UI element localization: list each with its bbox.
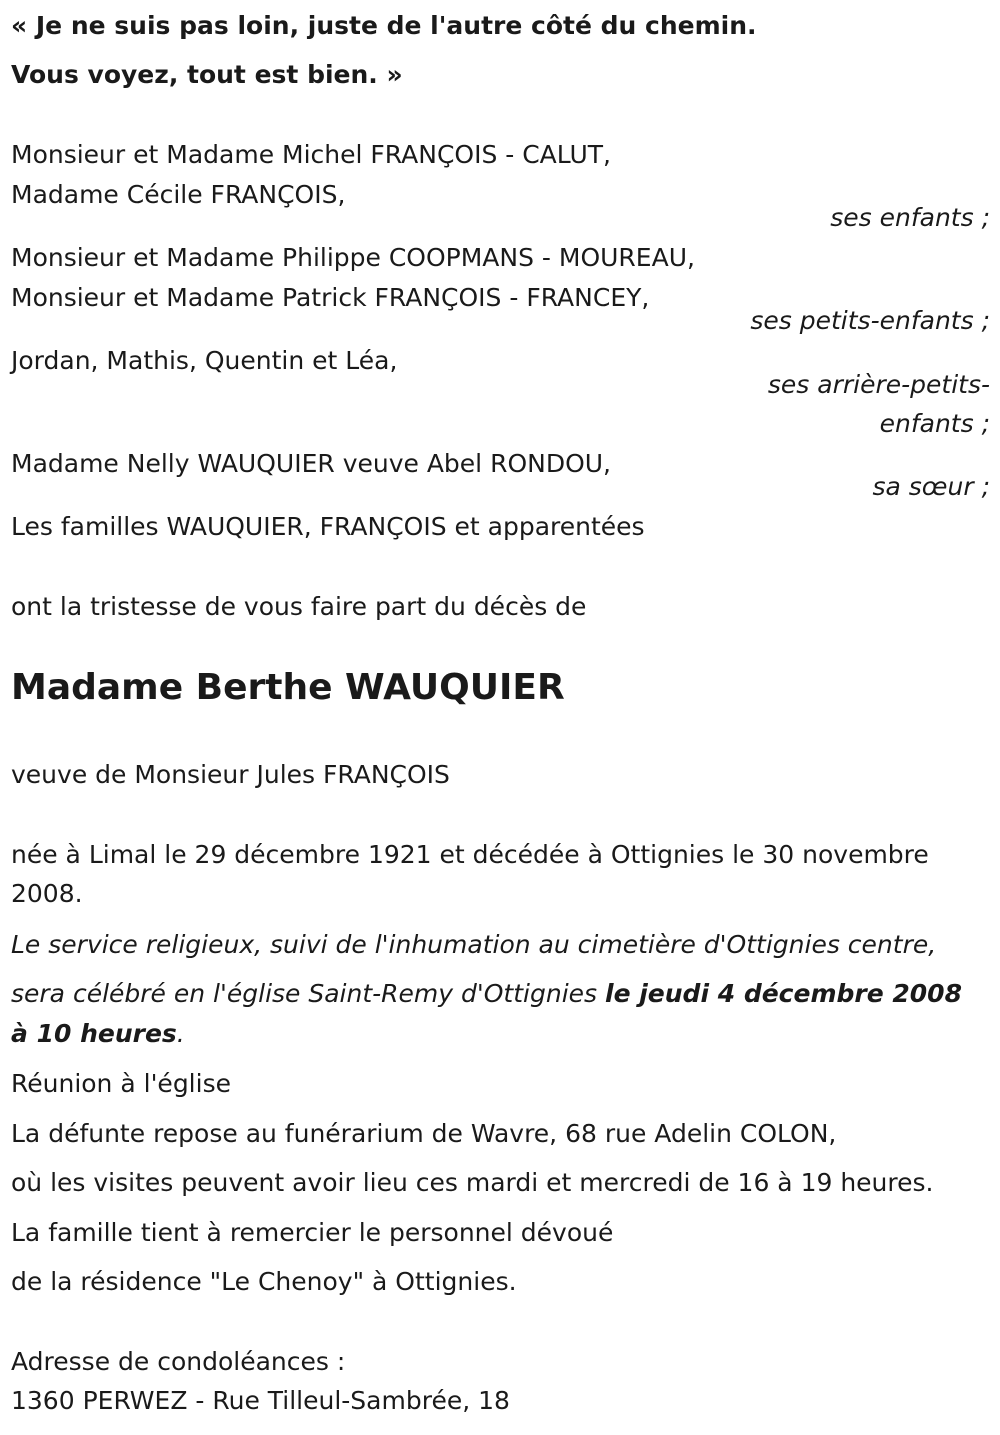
great-grandchildren-label-2: enfants ; (879, 409, 990, 438)
thanks-line-2: de la résidence "Le Chenoy" à Ottignies. (11, 1267, 517, 1296)
condolences-address: 1360 PERWEZ - Rue Tilleul-Sambrée, 18 (11, 1386, 510, 1415)
grandchild-1: Monsieur et Madame Philippe COOPMANS - MOUREAU, (11, 243, 695, 272)
reunion: Réunion à l'église (11, 1069, 231, 1098)
condolences-label: Adresse de condoléances : (11, 1347, 346, 1376)
thanks-line-1: La famille tient à remercier le personnel dévoué (11, 1218, 614, 1247)
families: Les familles WAUQUIER, FRANÇOIS et apparentées (11, 512, 645, 541)
child-1: Monsieur et Madame Michel FRANÇOIS - CALUT, (11, 140, 611, 169)
announcement: ont la tristesse de vous faire part du décès de (11, 592, 587, 621)
service-place: sera célébré en l'église Saint-Remy d'Ottignies (11, 979, 605, 1008)
grandchild-2: Monsieur et Madame Patrick FRANÇOIS - FRANCEY, (11, 283, 650, 312)
sister-label: sa sœur ; (872, 472, 990, 501)
funerarium-line-1: La défunte repose au funérarium de Wavre, 68 rue Adelin COLON, (11, 1119, 837, 1148)
quote-line-2: Vous voyez, tout est bien. » (11, 60, 403, 89)
child-2: Madame Cécile FRANÇOIS, (11, 180, 346, 209)
deceased-name: Madame Berthe WAUQUIER (11, 667, 565, 708)
sister: Madame Nelly WAUQUIER veuve Abel RONDOU, (11, 449, 611, 478)
quote-line-1: « Je ne suis pas loin, juste de l'autre côté du chemin. (11, 11, 757, 40)
birth-death-line-1: née à Limal le 29 décembre 1921 et décédée à Ottignies le 30 novembre (11, 840, 929, 869)
service-line-2 (11, 974, 962, 1014)
great-grandchildren: Jordan, Mathis, Quentin et Léa, (11, 346, 398, 375)
service-end: . (176, 1019, 185, 1048)
service-line-1: Le service religieux, suivi de l'inhumation au cimetière d'Ottignies centre, (11, 930, 937, 959)
great-grandchildren-label-1: ses arrière-petits- (767, 370, 990, 399)
funerarium-line-2: où les visites peuvent avoir lieu ces mardi et mercredi de 16 à 19 heures. (11, 1168, 934, 1197)
service-date: le jeudi 4 décembre 2008 (605, 979, 962, 1008)
service-time: à 10 heures (11, 1019, 177, 1048)
widow-of: veuve de Monsieur Jules FRANÇOIS (11, 760, 450, 789)
children-label: ses enfants ; (830, 203, 990, 232)
service-line-3 (11, 1014, 185, 1054)
grandchildren-label: ses petits-enfants ; (750, 306, 990, 335)
birth-death-line-2: 2008. (11, 879, 83, 908)
